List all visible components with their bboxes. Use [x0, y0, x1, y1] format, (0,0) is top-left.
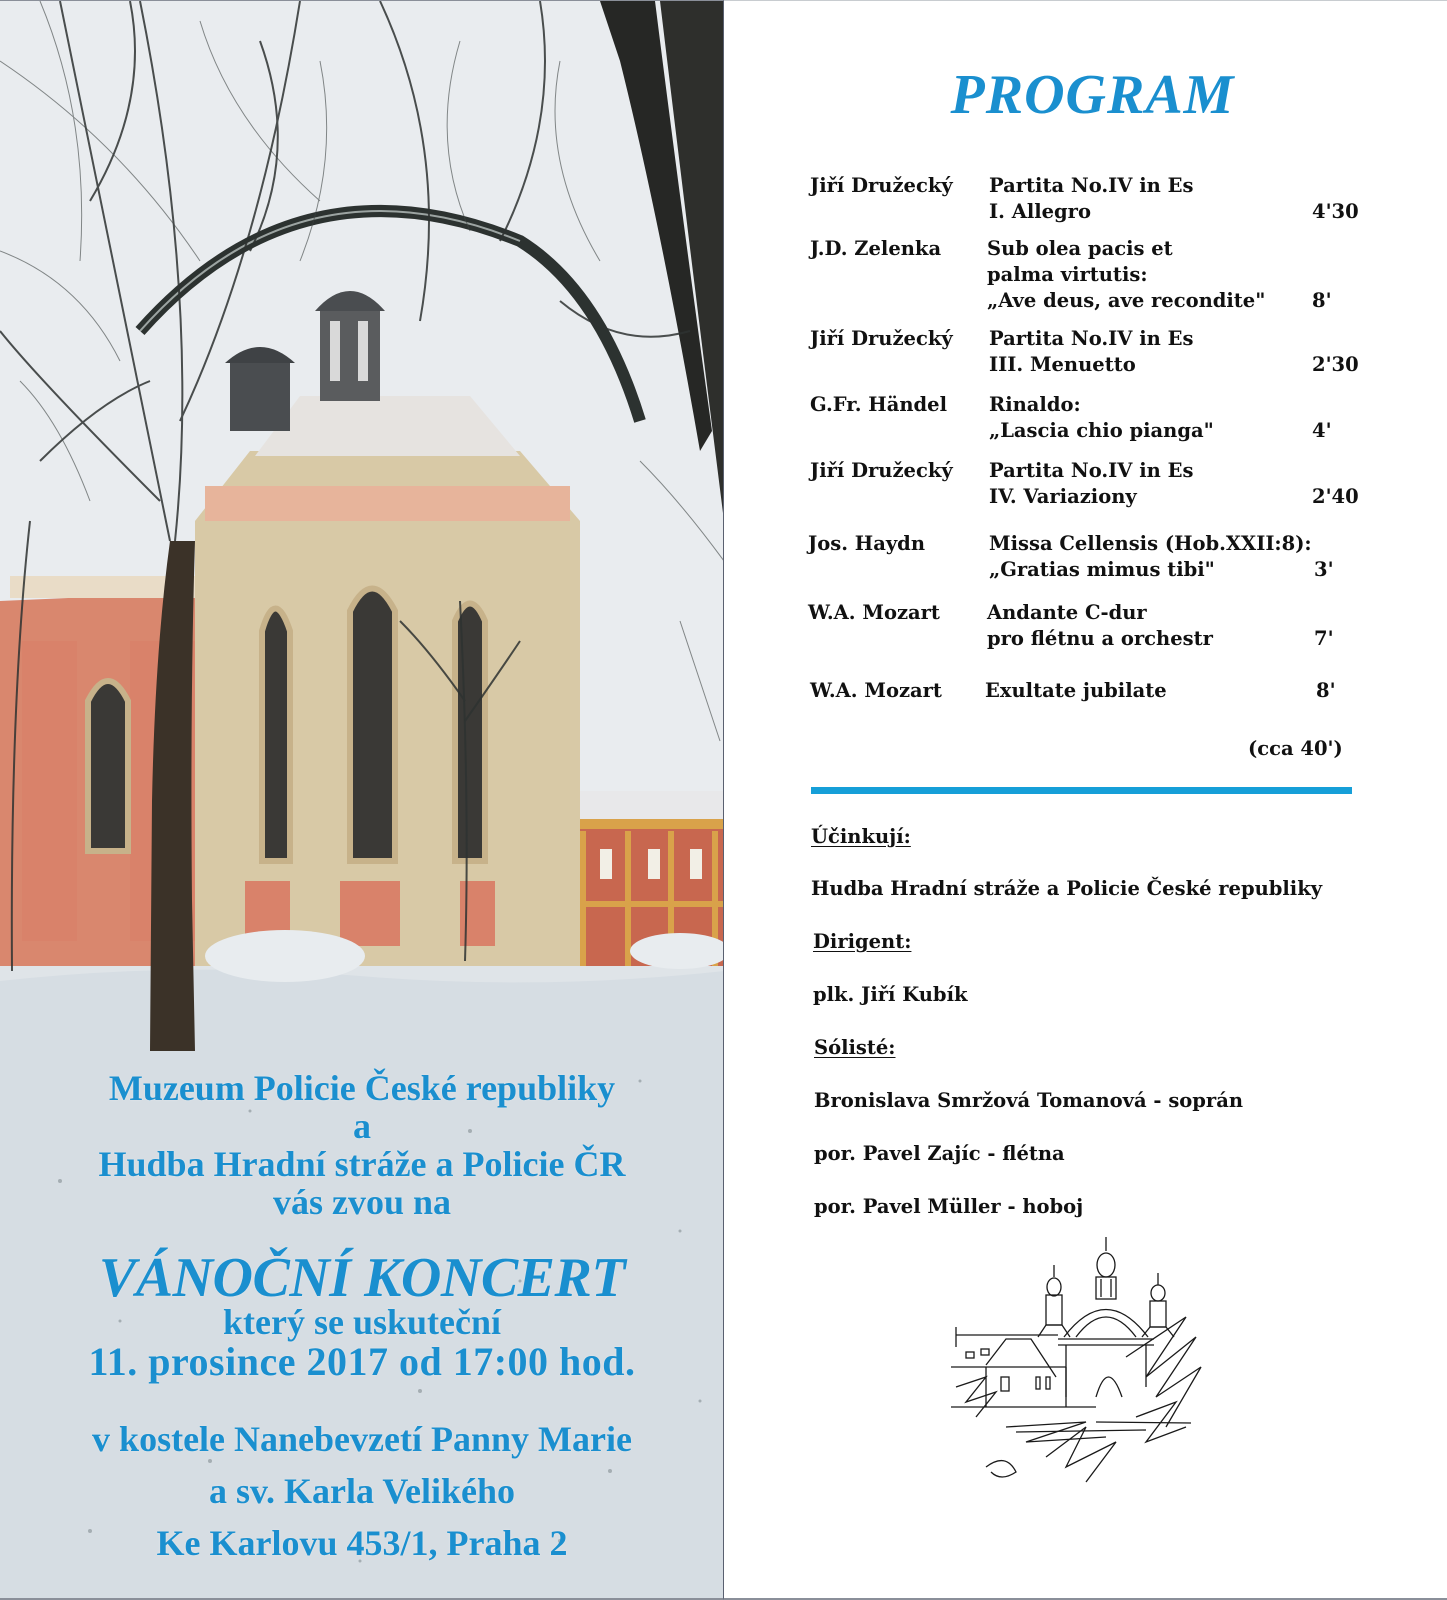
total-duration: (cca 40') [1248, 737, 1343, 760]
work-line: III. Menuetto [989, 353, 1136, 376]
performers: Hudba Hradní stráže a Policie České republiky [811, 877, 1323, 900]
duration: 8' [1316, 679, 1336, 702]
work-title [989, 458, 1193, 510]
section-divider [811, 787, 1352, 794]
venue-line: a sv. Karla Velikého [208, 1471, 516, 1511]
work-title [989, 173, 1193, 225]
duration: 2'40 [1312, 485, 1359, 508]
work-line: Sub olea pacis et [987, 237, 1173, 260]
composer: Jos. Haydn [808, 532, 925, 555]
conductor-heading: Dirigent: [813, 930, 912, 953]
work-line: Partita No.IV in Es [989, 327, 1194, 350]
composer: Jiří Družecký [810, 327, 953, 350]
invitation-hosts [0, 1069, 724, 1221]
work-line: „Gratias mimus tibi" [989, 558, 1215, 581]
work-line: IV. Variaziony [989, 485, 1137, 508]
composer: G.Fr. Händel [810, 393, 947, 416]
work-line: pro flétnu a orchestr [987, 627, 1213, 650]
soloists-heading: Sólisté: [814, 1036, 896, 1059]
invite-phrase: vás zvou na [272, 1182, 452, 1222]
work-title [987, 236, 1265, 314]
work-line: „Ave deus, ave recondite" [987, 289, 1266, 312]
work-title [985, 678, 1167, 704]
composer: W.A. Mozart [808, 601, 940, 624]
work-title [989, 326, 1193, 378]
work-line: Missa Cellensis (Hob.XXII:8): [989, 532, 1312, 555]
soloist: Bronislava Smržová Tomanová - soprán [814, 1089, 1244, 1112]
venue-address: Ke Karlovu 453/1, Praha 2 [156, 1523, 568, 1563]
host-conjunction: a [353, 1106, 371, 1146]
duration: 4' [1312, 419, 1332, 442]
work-line: I. Allegro [989, 200, 1091, 223]
work-line: palma virtutis: [987, 263, 1148, 286]
duration: 4'30 [1312, 200, 1359, 223]
event-title [0, 1248, 724, 1308]
composer: W.A. Mozart [810, 679, 942, 702]
composer: J.D. Zelenka [810, 237, 942, 260]
work-line: Rinaldo: [989, 393, 1081, 416]
event-venue [0, 1413, 724, 1569]
work-title [989, 392, 1214, 444]
church-sketch-illustration [946, 1227, 1206, 1487]
work-title [989, 531, 1312, 583]
work-line: Partita No.IV in Es [989, 459, 1194, 482]
conductor: plk. Jiří Kubík [813, 983, 968, 1006]
event-datetime [0, 1339, 724, 1385]
event-title-text: VÁNOČNÍ KONCERT [98, 1247, 626, 1309]
event-subtitle-text: který se uskuteční [223, 1302, 501, 1342]
program-title: PROGRAM [950, 64, 1235, 126]
duration: 2'30 [1312, 353, 1359, 376]
performers-heading: Účinkují: [811, 825, 911, 848]
soloist: por. Pavel Zajíc - flétna [814, 1142, 1065, 1165]
work-line: Exultate jubilate [985, 679, 1167, 702]
composer: Jiří Družecký [810, 459, 953, 482]
event-subtitle [0, 1303, 724, 1341]
work-title [987, 600, 1213, 652]
composer: Jiří Družecký [810, 174, 953, 197]
duration: 8' [1312, 289, 1332, 312]
work-line: Andante C-dur [987, 601, 1147, 624]
program-panel [724, 0, 1447, 1600]
work-line: „Lascia chio pianga" [989, 419, 1214, 442]
host-band: Hudba Hradní stráže a Policie ČR [98, 1144, 626, 1184]
event-datetime-text: 11. prosince 2017 od 17:00 hod. [88, 1339, 636, 1384]
work-line: Partita No.IV in Es [989, 174, 1194, 197]
venue-line: v kostele Nanebevzetí Panny Marie [92, 1419, 632, 1459]
duration: 7' [1314, 627, 1334, 650]
duration: 3' [1314, 558, 1334, 581]
host-museum: Muzeum Policie České republiky [108, 1068, 616, 1108]
soloist: por. Pavel Müller - hoboj [814, 1195, 1084, 1218]
